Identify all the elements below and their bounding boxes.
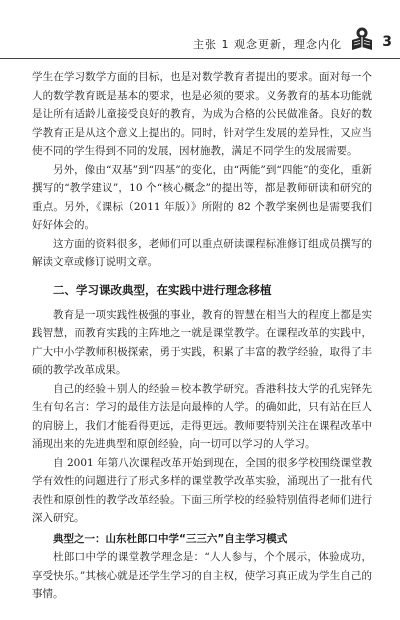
page-number: 3 — [382, 34, 392, 50]
book-emblem-icon — [350, 26, 374, 52]
paragraph: 学生在学习数学方面的目标，也是对数学教育者提出的要求。面对每一个人的数学教育既是基本的要求，也是必须的要求。义务教育的基本功能就是让所有适龄儿童接受良好的教育，为成为合格的公民做准备。良好的数学教育正是从这个意义上提出的。同时，针对学生发展的差异性，又应当使不同的学生得到不同的发展，因材施教，满足不同学生的发展需要。 — [32, 71, 372, 157]
header-divider — [0, 58, 400, 59]
body-text — [32, 68, 372, 604]
running-header — [0, 34, 400, 56]
chapter-title: 主张 1 观念更新，理念内化 — [193, 38, 342, 51]
paragraph: 教育是一项实践性极强的事业，教育的智慧在相当大的程度上都是实践智慧，而教育实践的主阵地之一就是课堂教学。在课程改革的实践中，广大中小学教师积极探索，勇于实践，积累了丰富的教学经验，取得了丰硕的教学改革成果。 — [32, 308, 372, 376]
paragraph: 另外，像由“双基”到“四基”的变化，由“两能”到“四能”的变化，重新撰写的“教学建议”，10 个“核心概念”的提出等，都是教师研读和研究的重点。另外，《课标（2011 年版）》所附的 82 个教学案例也是需要我们好好体会的。 — [32, 163, 372, 231]
section-heading: 二、学习课改典型，在实践中进行理念移植 — [53, 282, 272, 297]
example-heading: 典型之一：山东杜郎口中学“三三六”自主学习模式 — [53, 532, 288, 545]
paragraph: 自 2001 年第八次课程改革开始到现在，全国的很多学校围绕课堂教学有效性的问题进行了形式多样的课堂教学改革实验，涌现出了一批有代表性和原创性的教学改革经验。下面三所学校的经验特别值得老师们进行深入研究。 — [32, 456, 372, 524]
paragraph: 这方面的资料很多，老师们可以重点研读课程标准修订组成员撰写的解读文章或修订说明文章。 — [32, 237, 372, 268]
paragraph: 杜郎口中学的课堂教学理念是：“人人参与，个个展示，体验成功，享受快乐。”其核心就是还学生学习的自主权，使学习真正成为学生自己的事情。 — [32, 551, 372, 600]
paragraph: 自己的经验＋别人的经验＝校本教学研究。香港科技大学的孔宪铎先生有句名言：学习的最佳方法是向最棒的人学。的确如此，只有站在巨人的肩膀上，我们才能看得更远，走得更远。教师要特别关注在课程改革中涌现出来的先进典型和原创经验，向一切可以学习的人学习。 — [32, 382, 372, 450]
